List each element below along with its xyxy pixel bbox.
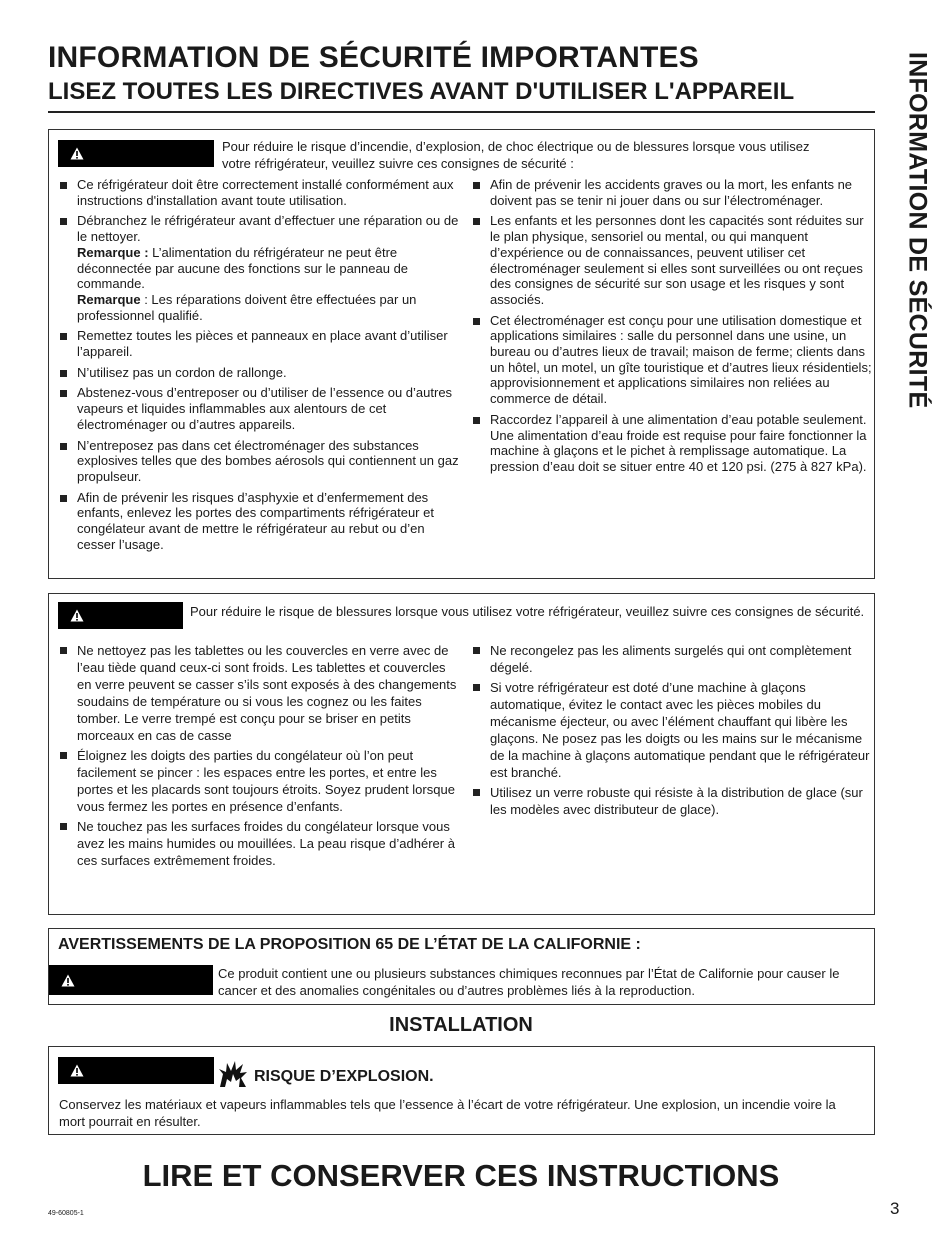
bullet-list-right xyxy=(462,642,872,821)
list-item-text: Débranchez le réfrigérateur avant d’effectuer une réparation ou de le nettoyer. xyxy=(77,213,459,245)
safety-box-general xyxy=(48,129,875,579)
list-item: Ne recongelez pas les aliments surgelés qui ont complètement dégelé. xyxy=(462,642,872,676)
section-side-tab xyxy=(892,52,942,492)
prop65-text: Ce produit contient une ou plusieurs substances chimiques reconnues par l’État de Californie pour causer le cancer et des anomalies congénitales ou d’autres problèmes liés à la reproduction. xyxy=(218,966,840,998)
warning-triangle-icon xyxy=(70,1064,84,1077)
list-item: Éloignez les doigts des parties du congélateur où l’on peut facilement se pincer : les espaces entre les portes, et entre les portes et les placards sont toujours étroits. Soyez prudent lorsque vous fermez les portes en présence d’enfants. xyxy=(49,747,459,815)
bullet-list-left xyxy=(49,642,459,872)
bullet-list-right xyxy=(462,177,872,480)
warning-badge xyxy=(49,965,213,995)
warning-triangle-icon xyxy=(61,974,75,987)
warning-badge xyxy=(58,602,183,629)
prop65-title: AVERTISSEMENTS DE LA PROPOSITION 65 DE L’ÉTAT DE LA CALIFORNIE : xyxy=(58,936,641,953)
note-text: : Les réparations doivent être effectuées par un professionnel qualifié. xyxy=(77,291,417,323)
safety-intro-injury: Pour réduire le risque de blessures lorsque vous utilisez votre réfrigérateur, veuillez suivre ces consignes de sécurité. xyxy=(190,604,865,619)
page-subtitle: LISEZ TOUTES LES DIRECTIVES AVANT D'UTILISER L'APPAREIL xyxy=(48,78,795,105)
warning-badge xyxy=(58,140,214,167)
list-item: Si votre réfrigérateur est doté d’une machine à glaçons automatique, évitez le contact avec les pièces mobiles du mécanisme éjecteur, ou avec l’élément chauffant qui libère les glaçons. Ne posez pas les doigts ou les mains sur le mécanisme de la machine à glaçons automatique pendant que le réfrigérateur est branché. xyxy=(462,679,872,781)
page-number: 3 xyxy=(890,1199,900,1218)
list-item: Cet électroménager est conçu pour une utilisation domestique et applications similaires : salle du personnel dans une usine, un bureau ou d’autres lieux de travail; maison de ferme; clients dans un hôtel, un motel, un gîte touristique et d’autres lieux résidentiels; approvisionnement et applications similaires non reliées au commerce de détail. xyxy=(462,313,872,407)
list-item: Abstenez-vous d’entreposer ou d’utiliser de l’essence ou d’autres vapeurs et liquides inflammables aux alentours de cet électroménager ou d’autres appareils. xyxy=(49,385,459,432)
list-item: Afin de prévenir les risques d’asphyxie et d’enfermement des enfants, enlevez les portes des compartiments réfrigérateur et congélateur avant de mettre le réfrigérateur au rebut ou d’en cesser l’usage. xyxy=(49,490,459,553)
explosion-text: Conservez les matériaux et vapeurs inflammables tels que l’essence à l’écart de votre réfrigérateur. Une explosion, un incendie voire la mort pourrait en résulter. xyxy=(59,1097,836,1129)
safety-intro-general: Pour réduire le risque d’incendie, d’explosion, de choc électrique ou de blessures lorsque vous utilisez votre réfrigérateur, veuillez suivre ces consignes de sécurité : xyxy=(222,139,810,171)
bullet-list-left xyxy=(49,177,459,557)
warning-triangle-icon xyxy=(70,147,84,160)
list-item: Afin de prévenir les accidents graves ou la mort, les enfants ne doivent pas se tenir ni jouer dans ou sur l’électroménager. xyxy=(462,177,872,208)
read-and-save-title: LIRE ET CONSERVER CES INSTRUCTIONS xyxy=(142,1158,780,1193)
explosion-icon xyxy=(218,1060,248,1088)
explosion-box xyxy=(48,1046,875,1135)
title-divider xyxy=(48,111,875,113)
warning-triangle-icon xyxy=(70,609,84,622)
list-item: Ne touchez pas les surfaces froides du congélateur lorsque vous avez les mains humides ou mouillées. La peau risque d’adhérer à ces surfaces extrêmement froides. xyxy=(49,818,459,869)
page-title: INFORMATION DE SÉCURITÉ IMPORTANTES xyxy=(48,41,699,74)
list-item: Ne nettoyez pas les tablettes ou les couvercles en verre avec de l’eau tiède quand ceux-ci sont froids. Les tablettes et couvercles en verre peuvent se casser s’ils sont exposés à des changements soudains de température ou si vous les cognez ou les faites tomber. Le verre trempé est conçu pour se briser en petits morceaux en cas de casse xyxy=(49,642,459,744)
list-item: Raccordez l’appareil à une alimentation d’eau potable seulement. Une alimentation d’eau froide est requise pour faire fonctionner la machine à glaçons et le pichet à remplissage automatique. La pression d’eau doit se situer entre 40 et 120 psi. (275 à 827 kPa). xyxy=(462,412,872,475)
list-item xyxy=(49,213,459,323)
list-item: N’entreposez pas dans cet électroménager des substances explosives telles que des bombes aérosols qui contiennent un gaz propulseur. xyxy=(49,438,459,485)
list-item: Ce réfrigérateur doit être correctement installé conformément aux instructions d'installation avant toute utilisation. xyxy=(49,177,459,208)
list-item: N’utilisez pas un cordon de rallonge. xyxy=(49,365,459,381)
note-label: Remarque : xyxy=(77,244,149,260)
note-text: L’alimentation du réfrigérateur ne peut être déconnectée par aucune des fonctions sur le panneau de commande. xyxy=(77,244,409,292)
list-item: Utilisez un verre robuste qui résiste à la distribution de glace (sur les modèles avec distributeur de glace). xyxy=(462,784,872,818)
list-item: Les enfants et les personnes dont les capacités sont réduites sur le plan physique, sensoriel ou mental, ou qui manquent d’expérience ou de connaissances, peuvent utiliser cet électroménager seulement si elles sont surveillées ou ont reçues des consignes de sécurité sur son usage et les risques y sont associés. xyxy=(462,213,872,307)
safety-box-injury xyxy=(48,593,875,915)
warning-badge xyxy=(58,1057,214,1084)
explosion-risk-label: RISQUE D’EXPLOSION. xyxy=(254,1068,434,1085)
installation-heading: INSTALLATION xyxy=(389,1014,533,1036)
list-item: Remettez toutes les pièces et panneaux en place avant d’utiliser l’appareil. xyxy=(49,328,459,359)
document-number: 49-60805-1 xyxy=(48,1210,84,1217)
note-label: Remarque xyxy=(77,291,141,307)
side-tab-label: INFORMATION DE SÉCURITÉ xyxy=(903,52,932,409)
